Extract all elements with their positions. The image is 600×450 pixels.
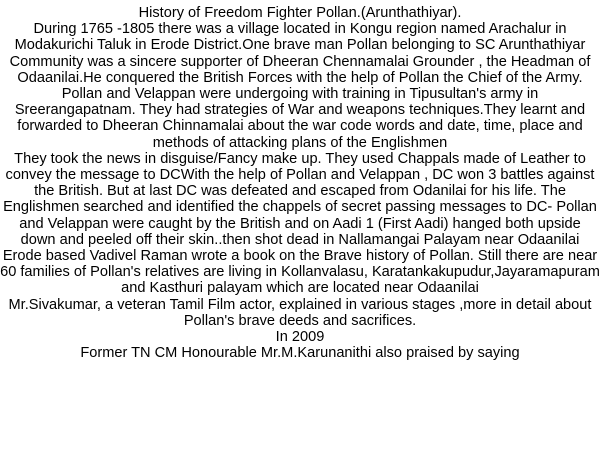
paragraph-relatives: Erode based Vadivel Raman wrote a book on the Brave history of Pollan. Still there are near 60 families of Pollan's relatives are living in Kollanvalasu, Karatankakupudur,Jayaramapuram and Kasthuri palayam which are located near Odaanilai — [0, 248, 600, 297]
document-title: History of Freedom Fighter Pollan.(Arunthathiyar). — [138, 5, 462, 21]
paragraph-cm-praise: Former TN CM Honourable Mr.M.Karunanithi also praised by saying — [80, 345, 520, 362]
paragraph-training: Pollan and Velappan were undergoing with training in Tipusultan's army in Sreerangapatnam. They had strategies of War and weapons techniques.They learnt and forwarded to Dheeran Chinnamalai about the war code words and date, time, place and methods of attacking plans of the Englishmen — [14, 86, 586, 151]
paragraph-year: In 2009 — [275, 329, 325, 346]
document-page — [0, 5, 600, 361]
paragraph-capture-and-death: They took the news in disguise/Fancy make up. They used Chappals made of Leather to convey the message to DCWith the help of Pollan and Velappan , DC won 3 battles against the British. But at last DC was defeated and escaped from Odanilai for his life. The Englishmen searched and identified the chappels of secret passing messages to DC- Pollan and Velappan were caught by the British and on Aadi 1 (First Aadi) hanged both upside down and peeled off their skin..then shot dead in Nallamangai Palayam near Odaanilai — [3, 150, 597, 248]
paragraph-birth-and-service: During 1765 -1805 there was a village located in Kongu region named Arachalur in Modakurichi Taluk in Erode District.One brave man Pollan belonging to SC Arunthathiyar Community was a sincere supporter of Dheeran Chennamalai Grounder , the Headman of Odaanilai.He conquered the British Forces with the help of Pollan the Chief of the Army. — [9, 21, 591, 86]
paragraph-sivakumar: Mr.Sivakumar, a veteran Tamil Film actor, explained in various stages ,more in detail about Pollan's brave deeds and sacrifices. — [8, 296, 592, 329]
